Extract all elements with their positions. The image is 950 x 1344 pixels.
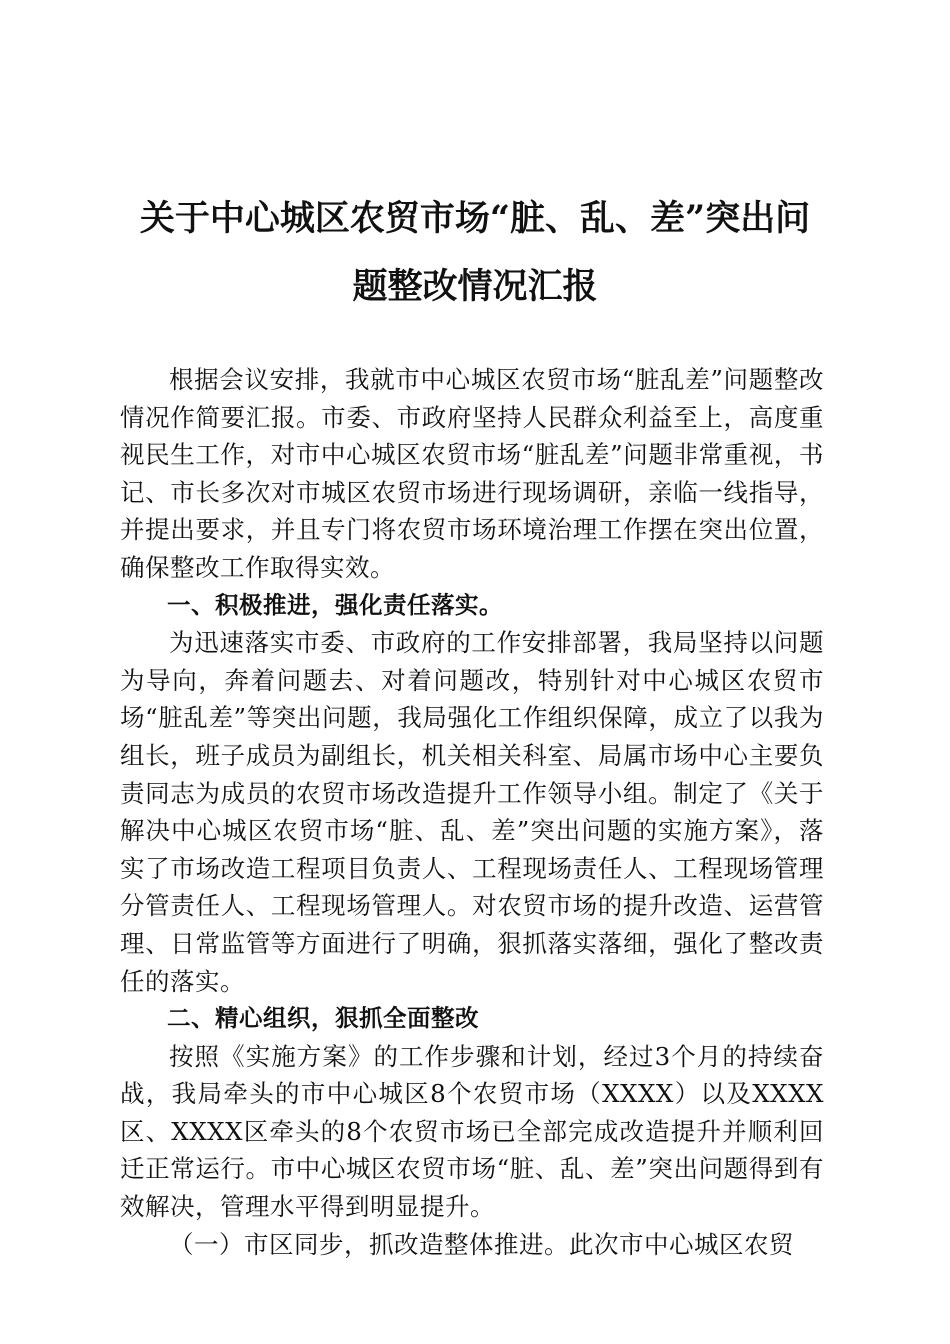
- section-heading-2: 二、精心组织，狠抓全面整改: [167, 1004, 479, 1033]
- section-heading-1: 一、积极推进，强化责任落实。: [167, 590, 503, 619]
- document-title-line-2: 题整改情况汇报: [352, 266, 598, 307]
- intro-paragraph: 根据会议安排，我就市中心城区农贸市场“脏乱差”问题整改情况作简要汇报。市委、市政府坚持人民群众利益至上，高度重视民生工作，对市中心城区农贸市场“脏乱差”问题非常重视，书记、市长多次对市城区农贸市场进行现场调研，亲临一线指导，并提出要求，并且专门将农贸市场环境治理工作摆在突出位置，确保整改工作取得实效。: [120, 365, 824, 582]
- section-1-paragraph: 为迅速落实市委、市政府的工作安排部署，我局坚持以问题为导向，奔着问题去、对着问题改，特别针对中心城区农贸市场“脏乱差”等突出问题，我局强化工作组织保障，成立了以我为组长，班子成员为副组长，机关相关科室、局属市场中心主要负责同志为成员的农贸市场改造提升工作领导小组。制定了《关于解决中心城区农贸市场“脏、乱、差”突出问题的实施方案》，落实了市场改造工程项目负责人、工程现场责任人、工程现场管理分管责任人、工程现场管理人。对农贸市场的提升改造、运营管理、日常监管等方面进行了明确，狠抓落实落细，强化了整改责任的落实。: [120, 628, 824, 996]
- subsection-1-paragraph: （一）市区同步，抓改造整体推进。此次市中心城区农贸: [169, 1229, 794, 1259]
- document-title-line-1: 关于中心城区农贸市场“脏、乱、差”突出问: [139, 198, 811, 239]
- section-2-paragraph: 按照《实施方案》的工作步骤和计划，经过3个月的持续奋战，我局牵头的市中心城区8个农贸市场（XXXX）以及XXXX区、XXXX区牵头的8个农贸市场已全部完成改造提升并顺利回迁正常运行。市中心城区农贸市场“脏、乱、差”突出问题得到有效解决，管理水平得到明显提升。: [120, 1041, 824, 1222]
- document-body: [120, 361, 824, 1263]
